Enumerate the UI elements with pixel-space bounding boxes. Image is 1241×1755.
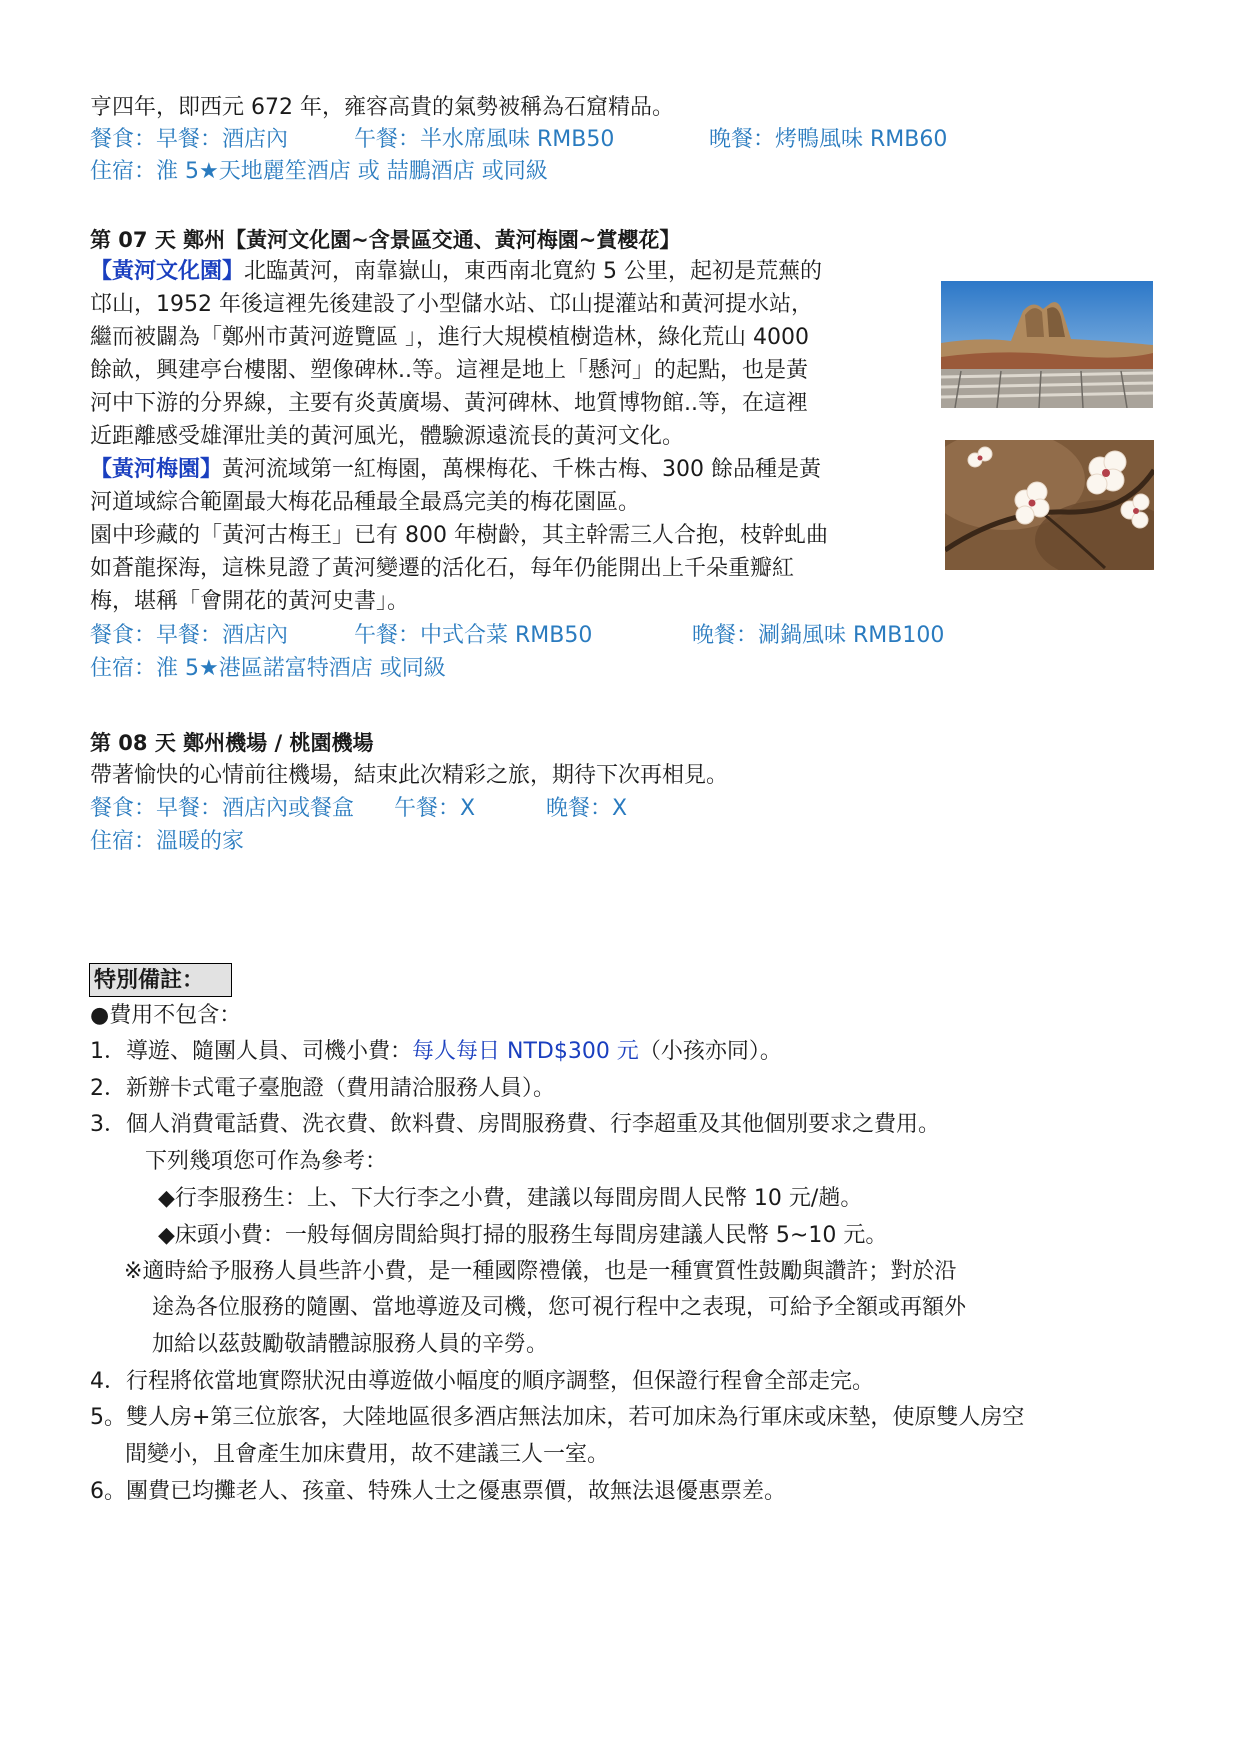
lunch: 午餐：中式合菜 RMB50	[354, 623, 593, 648]
day7-park-line-3: 繼而被闢為「鄭州市黃河遊覽區 」，進行大規模植樹造林，綠化荒山 4000	[90, 325, 809, 350]
item1-tip-amount: 每人每日 NTD$300 元	[412, 1039, 639, 1064]
notes-excluded: ●費用不包含：	[90, 1003, 242, 1028]
breakfast: 早餐：酒店內或餐盒	[156, 796, 355, 821]
day6-meals	[90, 124, 947, 156]
meal-label: 餐食：	[90, 796, 157, 821]
day7-hotel: 住宿：淮 5★港區諾富特酒店 或同級	[90, 656, 446, 681]
notes-item-1	[90, 1036, 782, 1068]
day7-meals	[90, 620, 944, 652]
item1-text: 1．導遊、隨團人員、司機小費：	[90, 1039, 412, 1064]
day8-hotel: 住宿：溫暖的家	[90, 829, 245, 854]
day7-title: 第 07 天 鄭州【黃河文化園~含景區交通、黃河梅園~賞櫻花】	[90, 228, 681, 252]
plum-text: 黃河流域第一紅梅園，萬棵梅花、千株古梅、300 餘品種是黃	[222, 457, 822, 482]
notes-item-3-tip-3: 加給以茲鼓勵敬請體諒服務人員的辛勞。	[152, 1332, 549, 1357]
day7-plum-line-2: 河道域綜合範圍最大梅花品種最全最爲完美的梅花園區。	[90, 490, 641, 515]
notes-item-6: 6。團費已均攤老人、孩童、特殊人士之優惠票價，故無法退優惠票差。	[90, 1479, 786, 1504]
breakfast: 早餐：酒店內	[156, 127, 289, 152]
day7-plum-line-1	[90, 454, 821, 486]
park-name: 【黃河文化園】	[90, 259, 245, 284]
day8-line: 帶著愉快的心情前往機場，結束此次精彩之旅，期待下次再相見。	[90, 763, 729, 788]
day7-park-line-2: 邙山，1952 年後這裡先後建設了小型儲水站、邙山提灌站和黃河提水站，	[90, 292, 813, 317]
notes-item-4: 4．行程將依當地實際狀況由導遊做小幅度的順序調整，但保證行程會全部走完。	[90, 1369, 874, 1394]
day7-park-line-6: 近距離感受雄渾壯美的黃河風光，體驗源遠流長的黃河文化。	[90, 424, 685, 449]
lunch: 午餐：X	[394, 796, 476, 821]
meal-label: 餐食：	[90, 127, 157, 152]
dinner: 晚餐：X	[546, 796, 628, 821]
dinner: 晚餐：涮鍋風味 RMB100	[692, 623, 945, 648]
meal-label: 餐食：	[90, 623, 157, 648]
day7-plum-line-3: 園中珍藏的「黃河古梅王」已有 800 年樹齡，其主幹需三人合抱，枝幹虬曲	[90, 523, 828, 548]
notes-item-3-tip-2: 途為各位服務的隨團、當地導遊及司機，您可視行程中之表現，可給予全額或再額外	[152, 1295, 967, 1320]
notes-item-3-bullet-1: ◆行李服務生：上、下大行李之小費，建議以每間房間人民幣 10 元/趟。	[158, 1186, 863, 1211]
dinner: 晚餐：烤鴨風味 RMB60	[709, 127, 948, 152]
day8-title: 第 08 天 鄭州機場 / 桃園機場	[90, 731, 374, 755]
notes-item-3-bullet-2: ◆床頭小費：一般每個房間給與打掃的服務生每間房建議人民幣 5~10 元。	[158, 1223, 888, 1248]
notes-item-5-line-1: 5。雙人房+第三位旅客，大陸地區很多酒店無法加床，若可加床為行軍床或床墊，使原雙人房空	[90, 1405, 1025, 1430]
day6-hotel: 住宿：淮 5★天地麗笙酒店 或 喆鵬酒店 或同級	[90, 159, 548, 184]
day7-plum-line-4: 如蒼龍探海，這株見證了黃河變遷的活化石，每年仍能開出上千朵重瓣紅	[90, 556, 795, 581]
day6-closing-line: 亨四年，即西元 672 年，雍容高貴的氣勢被稱為石窟精品。	[90, 95, 674, 120]
day7-park-line-1	[90, 256, 822, 288]
day7-park-line-5: 河中下游的分界線，主要有炎黃廣場、黃河碑林、地質博物館..等，在這裡	[90, 391, 808, 416]
lunch: 午餐：半水席風味 RMB50	[354, 127, 615, 152]
day7-plum-line-5: 梅，堪稱「會開花的黃河史書」。	[90, 589, 410, 614]
park-text: 北臨黃河，南靠嶽山，東西南北寬約 5 公里，起初是荒蕪的	[244, 259, 823, 284]
day8-meals	[90, 793, 627, 825]
notes-item-3-tip-1: ※適時給予服務人員些許小費，是一種國際禮儀，也是一種實質性鼓勵與讚許；對於沿	[124, 1259, 957, 1284]
notes-item-3-ref: 下列幾項您可作為參考：	[145, 1149, 388, 1174]
notes-item-3: 3．個人消費電話費、洗衣費、飲料費、房間服務費、行李超重及其他個別要求之費用。	[90, 1112, 940, 1137]
item1-note: （小孩亦同）。	[638, 1039, 782, 1064]
plum-name: 【黃河梅園】	[90, 457, 223, 482]
yellow-river-park-photo	[941, 281, 1153, 408]
park-photo-image	[941, 281, 1153, 408]
breakfast: 早餐：酒店內	[156, 623, 289, 648]
plum-photo-image	[945, 440, 1154, 570]
notes-item-2: 2．新辦卡式電子臺胞證（費用請洽服務人員）。	[90, 1076, 555, 1101]
day7-park-line-4: 餘畝，興建亭台樓閣、塑像碑林..等。這裡是地上「懸河」的起點，也是黃	[90, 358, 808, 383]
notes-item-5-line-2: 間變小，且會產生加床費用，故不建議三人一室。	[125, 1442, 610, 1467]
plum-blossom-photo	[945, 440, 1154, 570]
notes-title: 特別備註：	[89, 963, 232, 997]
